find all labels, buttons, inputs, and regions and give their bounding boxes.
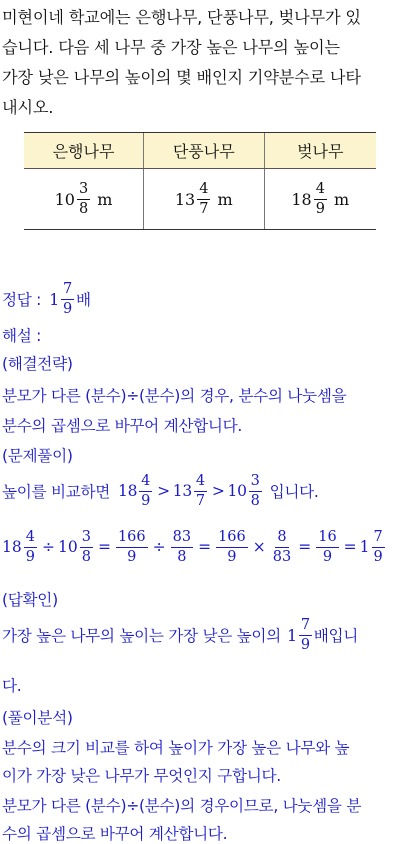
unit: m — [217, 189, 233, 209]
equals-sign: = — [97, 538, 111, 556]
equals-sign: = — [198, 538, 212, 556]
fraction — [24, 530, 37, 564]
answer-label: 정답 : — [2, 291, 42, 309]
analysis-line: 분모가 다른 (분수)÷(분수)의 경우이므로, 나눗셈을 분 — [2, 797, 362, 815]
numerator: 7 — [372, 530, 385, 548]
whole-part: 13 — [174, 189, 196, 209]
mixed-number — [291, 182, 349, 216]
mixed-number — [55, 182, 113, 216]
whole-part: 13 — [172, 482, 192, 500]
denominator: 7 — [195, 492, 205, 509]
denominator: 9 — [322, 548, 333, 565]
numerator: 7 — [61, 282, 74, 300]
analysis-line: 수의 곱셈으로 바꾸어 계산합니다. — [2, 825, 228, 843]
numerator: 4 — [197, 182, 210, 200]
fraction — [316, 530, 338, 564]
greater-than-sign: > — [157, 482, 170, 500]
fraction — [171, 530, 193, 564]
check-tail: 다. — [2, 677, 22, 695]
fraction — [372, 530, 385, 564]
denominator: 8 — [177, 548, 187, 565]
fraction — [80, 530, 93, 564]
numerator: 83 — [171, 530, 193, 548]
whole-part: 10 — [227, 482, 247, 500]
whole-part: 18 — [2, 538, 22, 556]
equals-sign: = — [343, 538, 357, 556]
numerator: 16 — [316, 530, 338, 548]
fraction — [77, 182, 90, 216]
answer-suffix: 배 — [75, 291, 91, 309]
numerator: 4 — [24, 530, 37, 548]
numerator: 166 — [116, 530, 148, 548]
comparison-suffix: 입니다. — [269, 483, 319, 501]
denominator: 8 — [78, 200, 89, 217]
denominator: 9 — [227, 548, 237, 565]
question-line: 습니다. 다음 세 나무 중 가장 높은 나무의 높이는 — [2, 38, 340, 57]
divide-sign: ÷ — [41, 538, 55, 556]
greater-than-sign: > — [211, 482, 225, 500]
divide-sign: ÷ — [152, 538, 166, 556]
question-line: 미현이네 학교에는 은행나무, 단풍나무, 벚나무가 있 — [2, 8, 361, 27]
whole-part: 10 — [54, 189, 75, 209]
table-row — [24, 169, 376, 230]
mixed-number — [175, 182, 233, 216]
check-suffix: 배입니 — [313, 627, 359, 645]
fraction — [194, 474, 207, 508]
denominator: 8 — [81, 548, 91, 565]
numerator: 3 — [80, 530, 93, 548]
strategy-line: 분수의 곱셈으로 바꾸어 계산합니다. — [2, 417, 243, 435]
problem-heading: (문제풀이) — [2, 447, 73, 465]
check-line — [2, 618, 358, 652]
fraction — [197, 182, 210, 216]
numerator: 4 — [139, 474, 152, 492]
numerator: 4 — [194, 474, 207, 492]
question-line: 가장 낮은 나무의 높이의 몇 배인지 기약분수로 나타 — [2, 68, 361, 87]
whole-part: 1 — [359, 538, 370, 556]
fraction — [61, 282, 74, 316]
table-header: 벚나무 — [264, 133, 376, 169]
whole-part: 18 — [118, 482, 138, 500]
unit: m — [333, 189, 350, 209]
question-line: 내시오. — [2, 98, 54, 117]
analysis-line: 분수의 크기 비교를 하여 높이가 가장 높은 나무와 높 — [2, 739, 350, 757]
fraction — [139, 474, 152, 508]
table-header-row — [24, 133, 376, 169]
unit: m — [97, 189, 113, 209]
denominator: 9 — [141, 492, 151, 509]
numerator: 166 — [216, 530, 248, 548]
check-value — [287, 618, 314, 652]
fraction — [271, 530, 293, 564]
tree-height-table — [24, 132, 376, 230]
calculation-expression — [2, 530, 387, 564]
denominator: 9 — [63, 300, 72, 317]
denominator: 9 — [25, 548, 35, 565]
comparison-line — [2, 474, 319, 508]
denominator: 83 — [272, 548, 292, 565]
check-heading: (답확인) — [2, 591, 58, 609]
numerator: 3 — [77, 182, 90, 200]
denominator: 8 — [250, 492, 260, 509]
whole-part: 10 — [57, 538, 78, 556]
table-cell — [264, 169, 376, 230]
comparison-expression — [118, 474, 264, 508]
denominator: 9 — [127, 548, 137, 565]
fraction — [249, 474, 262, 508]
fraction — [299, 618, 312, 652]
denominator: 9 — [315, 200, 325, 217]
fraction — [216, 530, 248, 564]
denominator: 9 — [300, 636, 310, 653]
comparison-prefix: 높이를 비교하면 — [2, 483, 111, 501]
numerator: 4 — [314, 182, 327, 200]
numerator: 3 — [249, 474, 262, 492]
calculation-line — [2, 530, 387, 564]
check-prefix: 가장 높은 나무의 높이는 가장 낮은 높이의 — [2, 627, 281, 645]
fraction — [116, 530, 148, 564]
strategy-heading: (해결전략) — [2, 355, 73, 373]
answer-value — [49, 282, 76, 316]
strategy-line: 분모가 다른 (분수)÷(분수)의 경우, 분수의 나눗셈을 — [2, 387, 347, 405]
numerator: 7 — [299, 618, 312, 636]
denominator: 9 — [373, 548, 383, 565]
analysis-line: 이가 가장 낮은 나무가 무엇인지 구합니다. — [2, 767, 281, 785]
answer-line — [2, 282, 91, 316]
whole-part: 18 — [291, 189, 312, 209]
multiply-sign: × — [252, 538, 266, 556]
table-cell — [144, 169, 264, 230]
table-header: 단풍나무 — [144, 133, 264, 169]
numerator: 8 — [275, 530, 288, 548]
fraction — [314, 182, 327, 216]
table-header: 은행나무 — [24, 133, 144, 169]
denominator: 7 — [199, 200, 209, 217]
table-cell — [24, 169, 144, 230]
solution-title: 해설 : — [2, 327, 42, 345]
analysis-heading: (풀이분석) — [2, 709, 73, 727]
equals-sign: = — [298, 538, 312, 556]
whole-part: 1 — [49, 289, 60, 309]
whole-part: 1 — [286, 625, 297, 645]
